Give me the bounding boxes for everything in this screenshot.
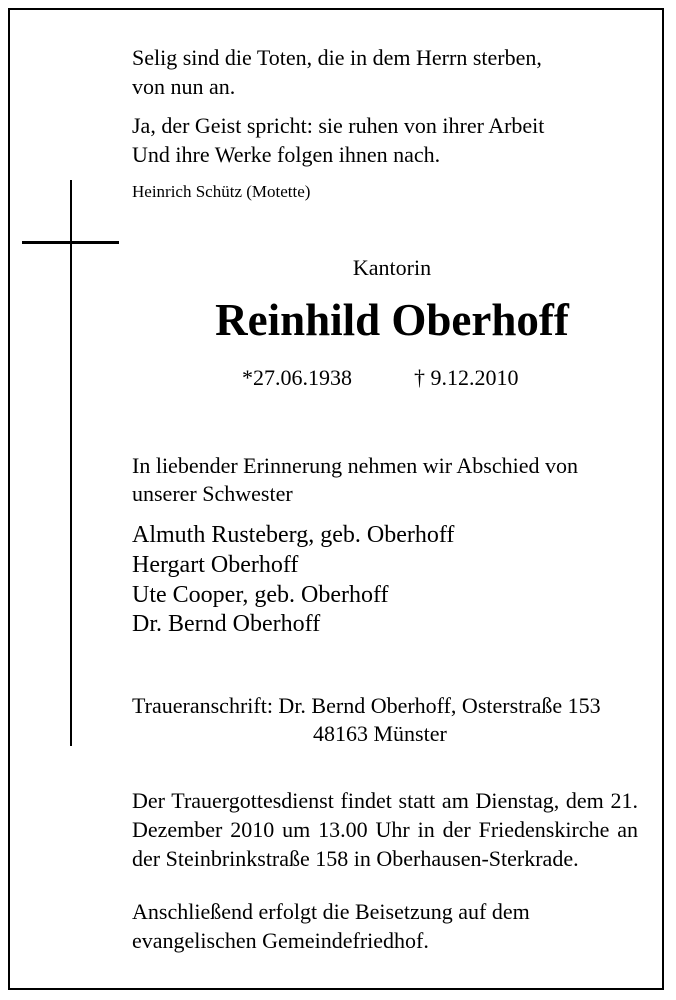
mourner-name: Hergart Oberhoff bbox=[132, 552, 299, 578]
mourner-name: Almuth Rusteberg, geb. Oberhoff bbox=[132, 522, 455, 548]
burial-line: evangelischen Gemeindefriedhof. bbox=[132, 928, 429, 953]
cross-icon-horizontal bbox=[22, 241, 119, 244]
farewell-line: unserer Schwester bbox=[132, 481, 293, 506]
cross-icon-vertical bbox=[70, 180, 72, 746]
verse-line: Selig sind die Toten, die in dem Herrn sterben, bbox=[132, 45, 542, 70]
birth-date: *27.06.1938 bbox=[242, 365, 352, 390]
mourner-name: Ute Cooper, geb. Oberhoff bbox=[132, 582, 389, 608]
deceased-name: Reinhild Oberhoff bbox=[215, 295, 569, 345]
mourner-name: Dr. Bernd Oberhoff bbox=[132, 611, 321, 637]
farewell-line: In liebender Erinnerung nehmen wir Abschied von bbox=[132, 453, 578, 478]
service-text: Der Trauergottesdienst findet statt am Dienstag, dem 21. Dezember 2010 um 13.00 Uhr in der Friedenskirche an der Steinbrinkstraße 158 in Oberhausen-Sterkrade. bbox=[132, 788, 638, 871]
verse-line: von nun an. bbox=[132, 74, 236, 99]
verse-attribution: Heinrich Schütz (Motette) bbox=[132, 182, 311, 201]
verse-line: Ja, der Geist spricht: sie ruhen von ihrer Arbeit bbox=[132, 113, 545, 138]
deceased-title: Kantorin bbox=[352, 255, 432, 280]
address-city: 48163 Münster bbox=[313, 721, 447, 746]
burial-line: Anschließend erfolgt die Beisetzung auf dem bbox=[132, 899, 530, 924]
death-date: † 9.12.2010 bbox=[414, 365, 519, 390]
address-line: Traueranschrift: Dr. Bernd Oberhoff, Osterstraße 153 bbox=[132, 693, 601, 718]
verse-line: Und ihre Werke folgen ihnen nach. bbox=[132, 142, 441, 167]
